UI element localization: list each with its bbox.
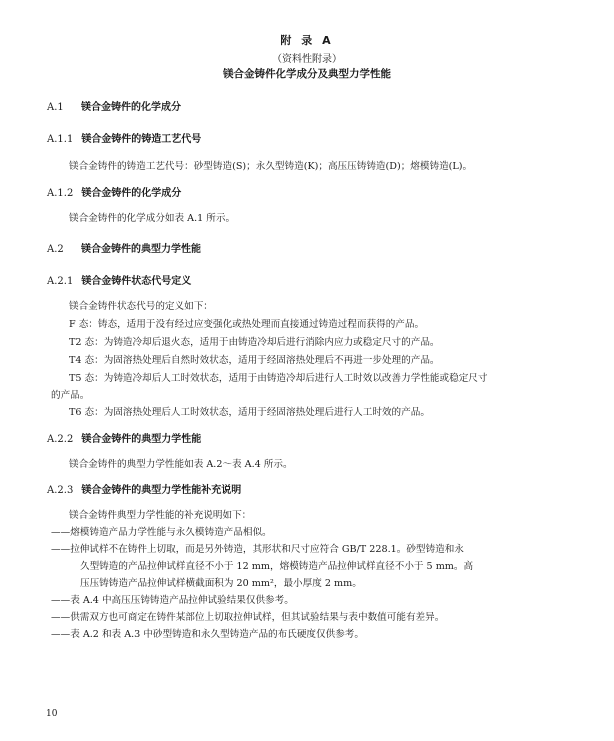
heading-number: A.2.3 xyxy=(47,485,74,496)
paragraph-line: T2 态：为铸造冷却后退火态，适用于由铸造冷却后进行消除内应力或稳定尺寸的产品。 xyxy=(69,337,440,348)
heading-a1 xyxy=(47,98,181,113)
appendix-note: （资料性附录） xyxy=(272,54,342,65)
paragraph-line: 的产品。 xyxy=(51,390,90,401)
paragraph-line: T4 态：为固溶热处理后自然时效状态，适用于经固溶热处理后不再进一步处理的产品。 xyxy=(69,355,440,366)
paragraph-a2-2: 镁合金铸件的典型力学性能如表 A.2～表 A.4 所示。 xyxy=(69,459,293,470)
page-number: 10 xyxy=(46,709,58,719)
dash-list-item-continuation: 压压铸铸造产品拉伸试样横截面积为 20 mm²，最小厚度 2 mm。 xyxy=(80,578,362,589)
dash-list-item: ——熔模铸造产品力学性能与永久模铸造产品相似。 xyxy=(51,527,272,538)
dash-list-item: ——表 A.2 和表 A.3 中砂型铸造和永久型铸造产品的布氏硬度仅供参考。 xyxy=(51,629,364,640)
heading-title: 镁合金铸件的典型力学性能补充说明 xyxy=(81,485,242,496)
heading-number: A.1 xyxy=(47,102,64,113)
appendix-label: 附 录 A xyxy=(280,34,334,47)
heading-number: A.2 xyxy=(47,244,64,255)
dash-list-item-continuation: 久型铸造的产品拉伸试样直径不小于 12 mm，熔模铸造产品拉伸试样直径不小于 5 mm。高 xyxy=(80,561,474,572)
heading-number: A.1.2 xyxy=(47,188,74,199)
heading-a2-1 xyxy=(47,272,191,287)
dash-list-item: ——供需双方也可商定在铸件某部位上切取拉伸试样，但其试验结果与表中数值可能有差异。 xyxy=(51,612,445,623)
heading-a1-2 xyxy=(47,184,181,199)
paragraph-a1-1: 镁合金铸件的铸造工艺代号：砂型铸造(S)；永久型铸造(K)；高压压铸铸造(D)；熔模铸造(L)。 xyxy=(69,161,473,172)
heading-title: 镁合金铸件的典型力学性能 xyxy=(81,434,202,445)
heading-a1-1 xyxy=(47,130,201,145)
heading-title: 镁合金铸件的化学成分 xyxy=(81,188,182,199)
paragraph-a1-2: 镁合金铸件的化学成分如表 A.1 所示。 xyxy=(69,213,236,224)
dash-list-item: ——表 A.4 中高压压铸铸造产品拉伸试验结果仅供参考。 xyxy=(51,595,294,606)
paragraph-line: 镁合金铸件状态代号的定义如下： xyxy=(69,301,213,312)
heading-title: 镁合金铸件的化学成分 xyxy=(81,102,181,113)
heading-title: 镁合金铸件的典型力学性能 xyxy=(81,244,201,255)
paragraph-line: 镁合金铸件典型力学性能的补充说明如下： xyxy=(69,510,252,521)
heading-a2-2 xyxy=(47,430,201,445)
heading-title: 镁合金铸件状态代号定义 xyxy=(81,276,192,287)
heading-a2 xyxy=(47,240,201,255)
heading-number: A.1.1 xyxy=(47,134,74,145)
paragraph-line: T5 态：为铸造冷却后人工时效状态，适用于由铸造冷却后进行人工时效以改善力学性能或稳定尺寸 xyxy=(69,373,488,384)
dash-list-item: ——拉伸试样不在铸件上切取，而是另外铸造，其形状和尺寸应符合 GB/T 228.1。砂型铸造和永 xyxy=(51,544,464,555)
heading-number: A.2.1 xyxy=(47,276,74,287)
appendix-title: 镁合金铸件化学成分及典型力学性能 xyxy=(223,68,391,80)
paragraph-line: T6 态：为固溶热处理后人工时效状态，适用于经固溶热处理后进行人工时效的产品。 xyxy=(69,407,430,418)
heading-a2-3 xyxy=(47,481,241,496)
paragraph-line: F 态：铸态，适用于没有经过应变强化或热处理而直接通过铸造过程而获得的产品。 xyxy=(69,319,425,330)
heading-title: 镁合金铸件的铸造工艺代号 xyxy=(81,134,202,145)
heading-number: A.2.2 xyxy=(47,434,74,445)
